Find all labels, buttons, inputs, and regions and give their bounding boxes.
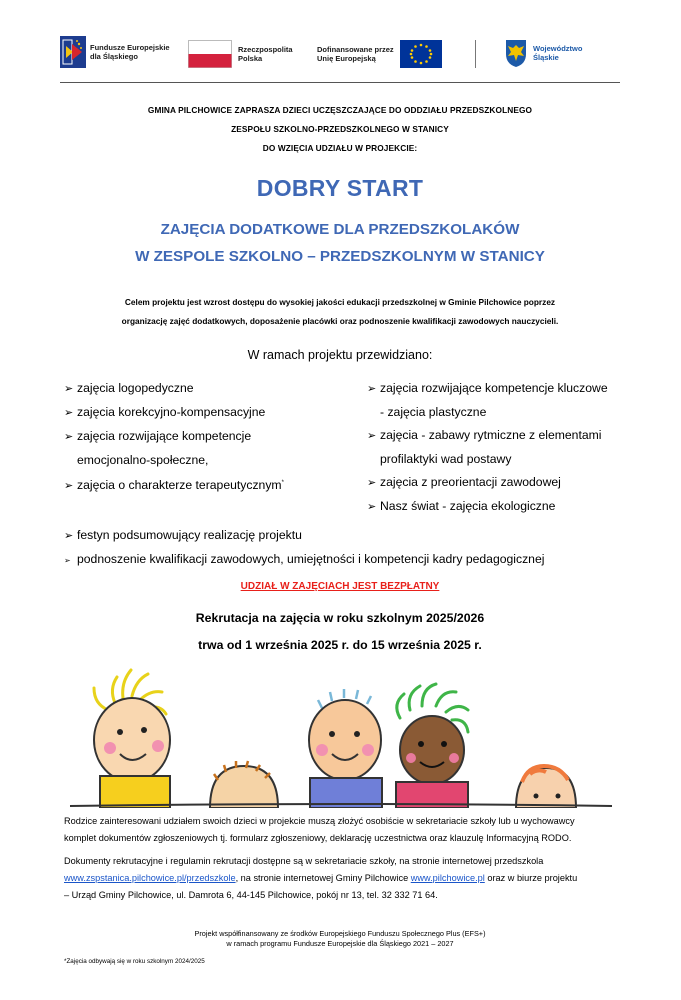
arrow-bullet-icon: ➢ (64, 407, 74, 419)
paragraph-line: Dokumenty rekrutacyjne i regulamin rekrutacji dostępne są w sekretariacie szkoły, na stronie internetowej przedszkola (64, 856, 544, 866)
logo-divider-line (60, 82, 620, 83)
rp-logo (188, 40, 293, 68)
fe-logo (60, 36, 170, 68)
intro-line: DO WZIĘCIA UDZIAŁU W PROJEKCIE: (262, 143, 418, 153)
intro-line: GMINA PILCHOWICE ZAPRASZA DZIECI UCZĘSZCZAJĄCE DO ODDZIAŁU PRZEDSZKOLNEGO (147, 105, 533, 115)
gmina-website-link[interactable]: www.pilchowice.pl (410, 873, 485, 883)
eu-logo-line2: Unię Europejską (317, 54, 376, 63)
arrow-bullet-icon: ➢ (64, 431, 74, 443)
activities-heading: W ramach projektu przewidziano: (247, 348, 433, 362)
rp-logo-line2: Polska (238, 54, 263, 63)
child-drawing (94, 670, 170, 808)
list-item-text: zajęcia z preorientacji zawodowej (380, 475, 561, 489)
free-participation-notice: UDZIAŁ W ZAJĘCIACH JEST BEZPŁATNY (240, 581, 440, 592)
polish-flag-icon (188, 40, 232, 68)
list-item (367, 495, 647, 519)
logo-divider (475, 40, 476, 68)
page-title: DOBRY START (256, 175, 424, 201)
project-goal (60, 293, 620, 331)
child-drawing (309, 689, 382, 808)
list-item (64, 377, 354, 401)
paragraph-text: , na stronie internetowej Gminy Pilchowice (235, 873, 411, 883)
fe-logo-line2: dla Śląskiego (90, 52, 138, 61)
children-illustration (60, 658, 620, 808)
activities-list-right (367, 377, 647, 519)
goal-line: organizację zajęć dodatkowych, doposażenie placówki oraz podnoszenie kwalifikacji zawodowych nauczycieli. (121, 316, 559, 326)
subtitle-line: W ZESPOLE SZKOLNO – PRZEDSZKOLNYM W STANICY (135, 248, 545, 265)
documents-info (64, 853, 624, 904)
slaskie-logo (504, 38, 582, 68)
paragraph-line: komplet dokumentów zgłoszeniowych tj. formularz zgłoszeniowy, deklarację uczestnictwa oraz klauzulę Informacyjną RODO. (64, 833, 572, 843)
intro-text (60, 101, 620, 158)
child-drawing (516, 766, 576, 808)
parents-instructions (64, 813, 624, 847)
slaskie-logo-line2: Śląskie (533, 53, 559, 62)
activities-list-left (64, 377, 354, 498)
list-item (64, 548, 634, 572)
recruitment-info (60, 605, 620, 659)
recruitment-line: Rekrutacja na zajęcia w roku szkolnym 2025/2026 (195, 611, 485, 625)
funding-footer (60, 929, 620, 949)
arrow-bullet-icon: ➢ (64, 556, 71, 565)
child-drawing (396, 684, 468, 808)
list-item-text: zajęcia logopedyczne (77, 381, 194, 395)
list-item (367, 471, 647, 495)
fe-logo-icon (60, 36, 86, 68)
list-item-text: festyn podsumowujący realizację projektu (77, 528, 302, 542)
list-item-text: zajęcia rozwijające kompetencje (77, 429, 252, 443)
fe-logo-line1: Fundusze Europejskie (90, 43, 170, 52)
arrow-bullet-icon: ➢ (64, 480, 74, 493)
eu-logo (317, 40, 442, 68)
list-item-text: Nasz świat - zajęcia ekologiczne (380, 499, 556, 513)
activities-list-bottom (64, 524, 634, 572)
list-item (64, 524, 634, 548)
recruitment-line: trwa od 1 września 2025 r. do 15 września 2025 r. (198, 638, 482, 652)
slaskie-logo-line1: Województwo (533, 44, 583, 53)
list-item-text: podnoszenie kwalifikacji zawodowych, umiejętności i kompetencji kadry pedagogicznej (77, 552, 545, 566)
list-item-continuation: emocjonalno-społeczne, (77, 453, 209, 467)
page-subtitle (40, 216, 640, 270)
paragraph-text: oraz w biurze projektu (484, 873, 578, 883)
intro-line: ZESPOŁU SZKOLNO-PRZEDSZKOLNEGO W STANICY (231, 124, 449, 134)
footnote: *Zajęcia odbywają się w roku szkolnym 2024/2025 (64, 958, 205, 965)
footer-line: Projekt współfinansowany ze środków Europejskiego Funduszu Społecznego Plus (EFS+) (194, 929, 486, 938)
list-item-continuation: - zajęcia plastyczne (380, 405, 487, 419)
list-item (367, 424, 647, 448)
rp-logo-line1: Rzeczpospolita (238, 45, 293, 54)
subtitle-line: ZAJĘCIA DODATKOWE DLA PRZEDSZKOLAKÓW (160, 221, 520, 238)
school-website-link[interactable]: www.zspstanica.pilchowice.pl/przedszkole (64, 873, 236, 883)
child-drawing (210, 761, 278, 808)
list-item (367, 377, 647, 401)
arrow-bullet-icon: ➢ (367, 383, 377, 395)
arrow-bullet-icon: ➢ (64, 530, 74, 542)
paragraph-line: – Urząd Gminy Pilchowice, ul. Damrota 6, 44-145 Pilchowice, pokój nr 13, tel. 32 332 71 64. (64, 890, 438, 900)
arrow-bullet-icon: ➢ (367, 501, 377, 513)
arrow-bullet-icon: ➢ (64, 383, 74, 395)
arrow-bullet-icon: ➢ (367, 477, 377, 489)
list-item (64, 401, 354, 425)
list-item-text: zajęcia korekcyjno-kompensacyjne (77, 405, 266, 419)
footer-line: w ramach programu Fundusze Europejskie dla Śląskiego 2021 – 2027 (226, 939, 454, 948)
footnote-star: * (281, 480, 284, 486)
silesia-eagle-icon (504, 38, 528, 68)
eu-flag-icon (400, 40, 442, 68)
list-item-text: zajęcia rozwijające kompetencje kluczowe (380, 381, 608, 395)
eu-logo-line1: Dofinansowane przez (317, 45, 394, 54)
arrow-bullet-icon: ➢ (367, 430, 377, 442)
list-item-text: zajęcia o charakterze terapeutycznym (77, 478, 282, 493)
logo-bar (60, 36, 620, 76)
list-item-text: zajęcia - zabawy rytmiczne z elementami (380, 428, 602, 442)
list-item (64, 425, 354, 449)
paragraph-line (64, 870, 624, 887)
goal-line: Celem projektu jest wzrost dostępu do wysokiej jakości edukacji przedszkolnej w Gminie Pilchowice poprzez (124, 297, 556, 307)
list-item (64, 472, 354, 498)
paragraph-line: Rodzice zainteresowani udziałem swoich dzieci w projekcie muszą złożyć osobiście w sekretariacie szkoły lub u wychowawcy (64, 816, 575, 826)
list-item-continuation: profilaktyki wad postawy (380, 452, 512, 466)
